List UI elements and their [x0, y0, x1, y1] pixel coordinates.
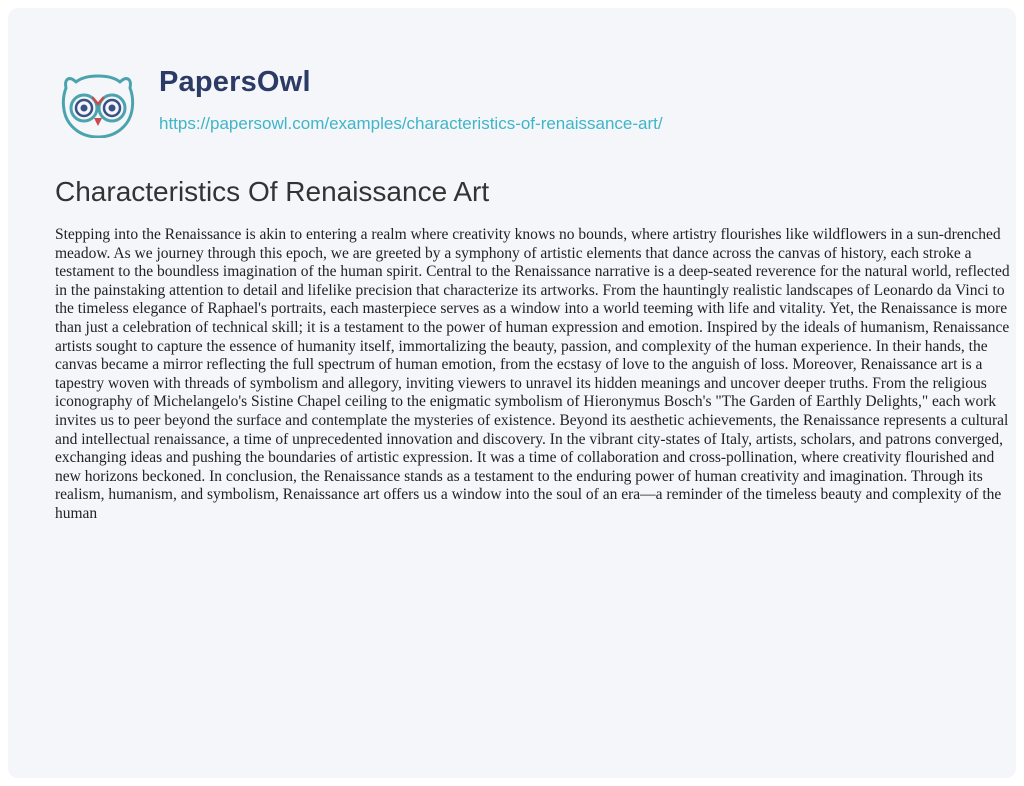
source-url-link[interactable]: https://papersowl.com/examples/characteristics-of-renaissance-art/: [159, 114, 663, 133]
brand-name: PapersOwl: [159, 66, 311, 98]
owl-logo-icon: [60, 74, 136, 138]
essay-body: Stepping into the Renaissance is akin to entering a realm where creativity knows no bounds, where artistry flourishes like wildflowers in a sun-drenched meadow. As we journey through this epoch, we are greeted by a symphony of artistic elements that dance across the canvas of history, each stroke a testament to the boundless imagination of the human spirit. Central to the Renaissance narrative is a deep-seated reverence for the natural world, reflected in the painstaking attention to detail and lifelike precision that characterize its artworks. From the hauntingly realistic landscapes of Leonardo da Vinci to the timeless elegance of Raphael's portraits, each masterpiece serves as a window into a world teeming with life and vitality. Yet, the Renaissance is more than just a celebration of technical skill; it is a testament to the power of human expression and emotion. Inspired by the ideals of humanism, Renaissance artists sought to capture the essence of humanity itself, immortalizing the beauty, passion, and complexity of the human experience. In their hands, the canvas became a mirror reflecting the full spectrum of human emotion, from the ecstasy of love to the anguish of loss. Moreover, Renaissance art is a tapestry woven with threads of symbolism and allegory, inviting viewers to unravel its hidden meanings and uncover deeper truths. From the religious iconography of Michelangelo's Sistine Chapel ceiling to the enigmatic symbolism of Hieronymus Bosch's "The Garden of Earthly Delights," each work invites us to peer beyond the surface and contemplate the mysteries of existence. Beyond its aesthetic achievements, the Renaissance represents a cultural and intellectual renaissance, a time of unprecedented innovation and discovery. In the vibrant city-states of Italy, artists, scholars, and patrons converged, exchanging ideas and pushing the boundaries of artistic expression. It was a time of collaboration and cross-pollination, where creativity flourished and new horizons beckoned. In conclusion, the Renaissance stands as a testament to the enduring power of human creativity and imagination. Through its realism, humanism, and symbolism, Renaissance art offers us a window into the soul of an era—a reminder of the timeless beauty and complexity of the human: [55, 226, 1010, 522]
page-title: Characteristics Of Renaissance Art: [55, 176, 490, 207]
document-card: [8, 8, 1016, 778]
